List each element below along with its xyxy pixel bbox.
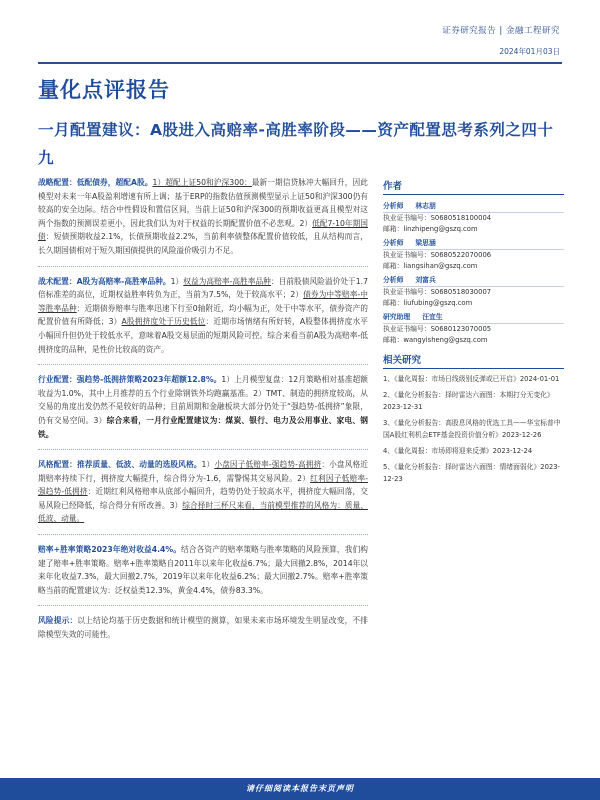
industry-section [38,373,368,441]
odds-section [38,543,368,597]
analyst-role: 分析师 [383,202,404,210]
tactical-p7: ：近期市场情绪有所好转，A股整体拥挤度水平小幅回升但仍处于较低水平，意味着A股交易层面的短期风险可控。综合来看当前A股为高赔率-低拥挤度的品种，是性价比较高的资产。 [38,317,368,354]
strategic-p3: 低配7-10年期国债 [38,218,368,242]
tactical-p3: ：目前股债风险溢价处于1.7倍标准差的高位，近期权益胜率转负为正，当前为7.5%，处于较高水平；2） [38,276,368,300]
analyst-cert: 执业证书编号：S0680123070005 [383,325,492,333]
section-divider [38,605,368,606]
section-divider [38,364,368,365]
section-divider [38,266,368,267]
analyst-card [383,238,564,272]
related-item[interactable]: 2、《量化分析报告：择时雷达六面图：本期打分无变化》2023-12-31 [383,390,554,412]
style-p5: ：近期红利风格赔率从底部小幅回升，趋势仍处于较高水平，拥挤度大幅回落，交易风险已经降低，综合得分有所改善。3） [38,487,368,510]
report-category: 证券研究报告 | 金融工程研究 [442,26,560,36]
analyst-email[interactable]: 邮箱：liangsihan@gszq.com [383,262,478,270]
section-divider [38,534,368,535]
tactical-p5: ：近期债券赔率与胜率迅速下行至0轴附近，均小幅为正，处于中等水平，债券资产的配置价值有所降低；3） [38,303,368,327]
footer-disclaimer: 请仔细阅读本报告末页声明 [246,784,354,793]
related-heading: 相关研究 [383,352,564,369]
analyst-name: 林志朋 [415,202,436,210]
tactical-p2: 权益为高赔率-高胜率品种 [183,276,271,286]
strategic-section [38,176,368,258]
tactical-p6: A股拥挤度处于历史低位 [121,317,206,327]
strategic-p4: ：短债预期收益2.1%，长债预期收益2.2%，当前利率债整体配置价值较低，且从结构而言，长久期国债相对于短久期国债提供的风险溢价吸引力不足。 [38,232,368,255]
industry-lead: 行业配置：强趋势-低拥挤策略2023年超额12.8%。 [38,375,222,385]
analyst-email[interactable]: 邮箱：wangyisheng@gszq.com [383,336,488,344]
page-title: 量化点评报告 [38,78,170,102]
strategic-p2: 最新一期信贷脉冲大幅回升，因此模型对未来一年A股盈利增速有所上调；基于ERP的指数估值预测模型显示上证50和沪深300仍有较高的安全边际。结合中性假设和置信区间，当前上证50和沪深300的预期收益更高且模型对这两个指数的预测误差更小，因此我们认为对于权益的长期配置价值不必悲观。2） [38,178,368,228]
report-date: 2024年01月03日 [499,47,560,56]
authors-heading: 作者 [383,178,564,195]
style-p6: 综合择时三杯尺来看，当前模型推荐的风格为：质量、低波、动量。 [38,500,368,524]
analyst-name: 汪宜生 [422,313,443,321]
summary-column [38,176,368,650]
analyst-cert: 执业证书编号：S0680518100004 [383,214,492,222]
analyst-role: 分析师 [383,276,404,284]
analyst-name: 刘富兵 [415,276,436,284]
report-header [442,24,560,57]
style-section [38,458,368,526]
style-lead: 风格配置：推荐质量、低波、动量的选股风格。 [38,460,202,470]
strategic-lead: 战略配置：低配债券，超配A股。 [38,178,153,187]
tactical-section [38,275,368,357]
analyst-cert: 执业证书编号：S0680518030007 [383,288,492,296]
related-item[interactable]: 5、《量化分析报告：择时雷达六面图：情绪面弱化》2023-12-23 [383,462,561,484]
section-divider [38,449,368,450]
style-p1: 1） [201,460,215,470]
odds-lead: 赔率+胜率策略2023年绝对收益4.4%。 [38,545,182,555]
analyst-email[interactable]: 邮箱：liufubing@gszq.com [383,299,473,307]
analyst-card [383,312,564,346]
analyst-role: 研究助理 [383,313,411,321]
related-item[interactable]: 3、《量化分析报告：高股息风格的优选工具——华宝标普中国A股红利机会ETF基金投资价值分析》2023-12-26 [383,418,561,440]
related-item[interactable]: 4、《量化周报：市场即将迎来反弹》2023-12-24 [383,446,533,455]
related-item[interactable]: 1、《量化周报：市场日线级别反弹或已开启》2024-01-01 [383,375,560,383]
style-p2: 小盘因子低赔率-强趋势-高拥挤 [214,460,322,470]
strategic-p1: 1）超配上证50和沪深300： [152,178,252,187]
style-p3: ：小盘风格近期赔率持续下行，拥挤度大幅提升，综合得分为-1.6，需警惕其交易风险。2） [38,460,368,483]
tactical-p4: 债券为中等赔率-中等胜率品种 [38,290,368,313]
sidebar [383,178,564,489]
style-p4: 红利因子低赔率-强趋势-低拥挤 [38,473,368,497]
report-subtitle: 一月配置建议：A股进入高赔率-高胜率阶段——资产配置思考系列之四十九 [38,121,554,167]
tactical-lead: 战术配置：A股为高赔率-高胜率品种。 [38,276,171,286]
analyst-role: 分析师 [383,239,404,247]
industry-p1: 1）上月模型复盘：12月策略相对基准超额收益为1.0%，其中上月推荐的五个行业除钢铁外均跑赢基准。2）TMT、制造的拥挤度较高，从交易的角度出发仍然不是较好的品种；目前周期和金融板块大部分仍处于“强趋势-低拥挤”象限，仍有交易空间。3） [38,375,368,425]
header-divider [38,62,562,64]
analyst-email[interactable]: 邮箱：linzhipeng@gszq.com [383,225,478,233]
risk-p1: 以上结论均基于历史数据和统计模型的测算，如果未来市场环境发生明显改变，不排除模型失效的可能性。 [38,616,368,640]
analyst-name: 梁思涵 [415,239,436,247]
analyst-cert: 执业证书编号：S0680522070006 [383,251,492,259]
analyst-card [383,275,564,309]
footer-bar [0,778,600,800]
odds-p1: 结合各资产的赔率策略与胜率策略的风险预算，我们构建了赔率+胜率策略。赔率+胜率策略自2011年以来年化收益6.7%；最大回撤2.8%，2014年以来年化收益7.3%，最大回撤2.7%，2019年以来年化收益6.2%；最大回撤2.7%。赔率+胜率策略当前的配置建议为：泛权益类12.3%，黄金4.4%，债券83.3%。 [38,545,368,595]
tactical-p1: 1） [170,276,184,286]
industry-p2: 综合来看，一月行业配置建议为：煤炭、银行、电力及公用事业、家电、钢铁。 [38,415,368,439]
analyst-card [383,201,564,235]
risk-section [38,614,368,641]
risk-lead: 风险提示： [38,616,78,626]
